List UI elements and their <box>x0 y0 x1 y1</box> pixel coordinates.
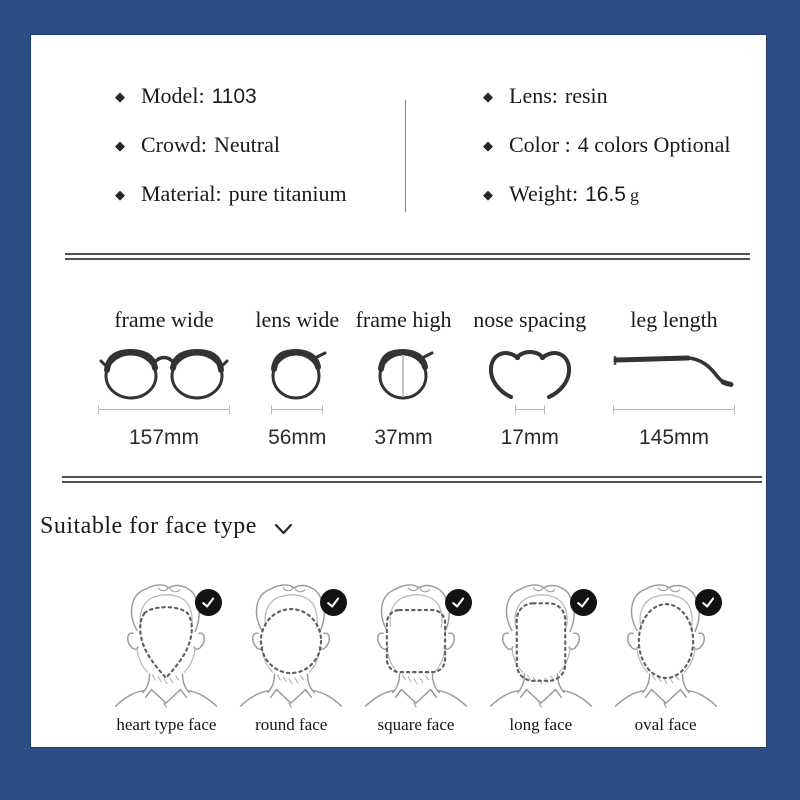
spec-item <box>483 82 731 112</box>
spec-section <box>31 82 766 229</box>
spec-label: Crowd: <box>141 132 207 157</box>
spec-list-right <box>483 82 731 229</box>
glasses-front-icon <box>98 345 230 401</box>
spec-item <box>115 131 405 161</box>
measurements-section <box>89 307 740 450</box>
check-badge-icon <box>445 589 472 616</box>
spec-column-divider <box>405 100 406 212</box>
lens-height-icon <box>373 345 435 401</box>
measurement-value: 157mm <box>128 426 200 449</box>
measurement-value: 37mm <box>374 426 433 449</box>
face-type-label: oval face <box>634 715 697 734</box>
face-type-label: heart type face <box>116 715 217 734</box>
face-type-item <box>104 580 229 735</box>
spec-item <box>483 131 731 161</box>
face-type-label: round face <box>255 715 328 734</box>
check-badge-icon <box>570 589 597 616</box>
spec-value: resin <box>564 83 608 108</box>
check-badge-icon <box>695 589 722 616</box>
measurement-label: frame wide <box>114 307 214 332</box>
check-badge-icon <box>320 589 347 616</box>
spec-label: Lens: <box>509 83 558 108</box>
face-type-item <box>478 580 603 735</box>
temple-arm-icon <box>608 345 740 401</box>
measurement-column <box>608 307 740 450</box>
spec-value: 1103 <box>211 85 257 108</box>
spec-value: 16.5 <box>585 183 626 206</box>
single-lens-icon <box>266 345 328 401</box>
diamond-bullet-icon: ◆ <box>115 187 125 202</box>
measurement-column <box>467 307 593 450</box>
measurement-label: frame high <box>355 307 452 332</box>
face-type-item <box>603 580 728 735</box>
diamond-bullet-icon: ◆ <box>115 138 125 153</box>
spec-label: Model: <box>141 83 205 108</box>
measurement-column <box>356 307 452 450</box>
measurement-label: nose spacing <box>473 307 587 332</box>
face-type-title: Suitable for face type <box>40 513 257 539</box>
section-divider-top <box>65 253 750 260</box>
face-types-row <box>104 580 728 735</box>
spec-label: Material: <box>141 181 222 206</box>
measurement-column <box>254 307 340 450</box>
spec-list-left <box>115 82 405 229</box>
spec-value: 4 colors Optional <box>577 132 731 157</box>
face-type-label: square face <box>377 715 455 734</box>
measurement-label: leg length <box>630 307 718 332</box>
diamond-bullet-icon: ◆ <box>115 89 125 104</box>
section-divider-bottom <box>62 476 762 483</box>
measure-ruler-icon <box>98 405 230 414</box>
face-type-item <box>354 580 479 735</box>
nose-bridge-icon <box>470 345 590 401</box>
spec-value: pure titanium <box>228 181 347 206</box>
measurement-value: 17mm <box>500 426 559 449</box>
diamond-bullet-icon: ◆ <box>483 187 493 202</box>
diamond-bullet-icon: ◆ <box>483 89 493 104</box>
measure-ruler-icon <box>271 405 323 414</box>
spec-unit: g <box>629 185 639 205</box>
face-type-item <box>229 580 354 735</box>
spec-label: Weight: <box>509 181 579 206</box>
spec-value: Neutral <box>214 132 280 157</box>
measurement-value: 145mm <box>638 426 710 449</box>
face-type-header[interactable] <box>40 513 293 540</box>
spec-item <box>483 180 731 210</box>
spec-label: Color : <box>509 132 571 157</box>
measurement-column <box>89 307 239 450</box>
spec-sheet-panel <box>31 35 766 747</box>
spec-item <box>115 82 405 112</box>
measurement-label: lens wide <box>255 307 340 332</box>
diamond-bullet-icon: ◆ <box>483 138 493 153</box>
measure-ruler-icon <box>515 405 545 414</box>
measure-ruler-icon <box>613 405 735 414</box>
chevron-down-icon[interactable] <box>274 523 293 536</box>
face-type-label: long face <box>509 715 573 734</box>
spec-item <box>115 180 405 210</box>
measurement-value: 56mm <box>268 426 327 449</box>
